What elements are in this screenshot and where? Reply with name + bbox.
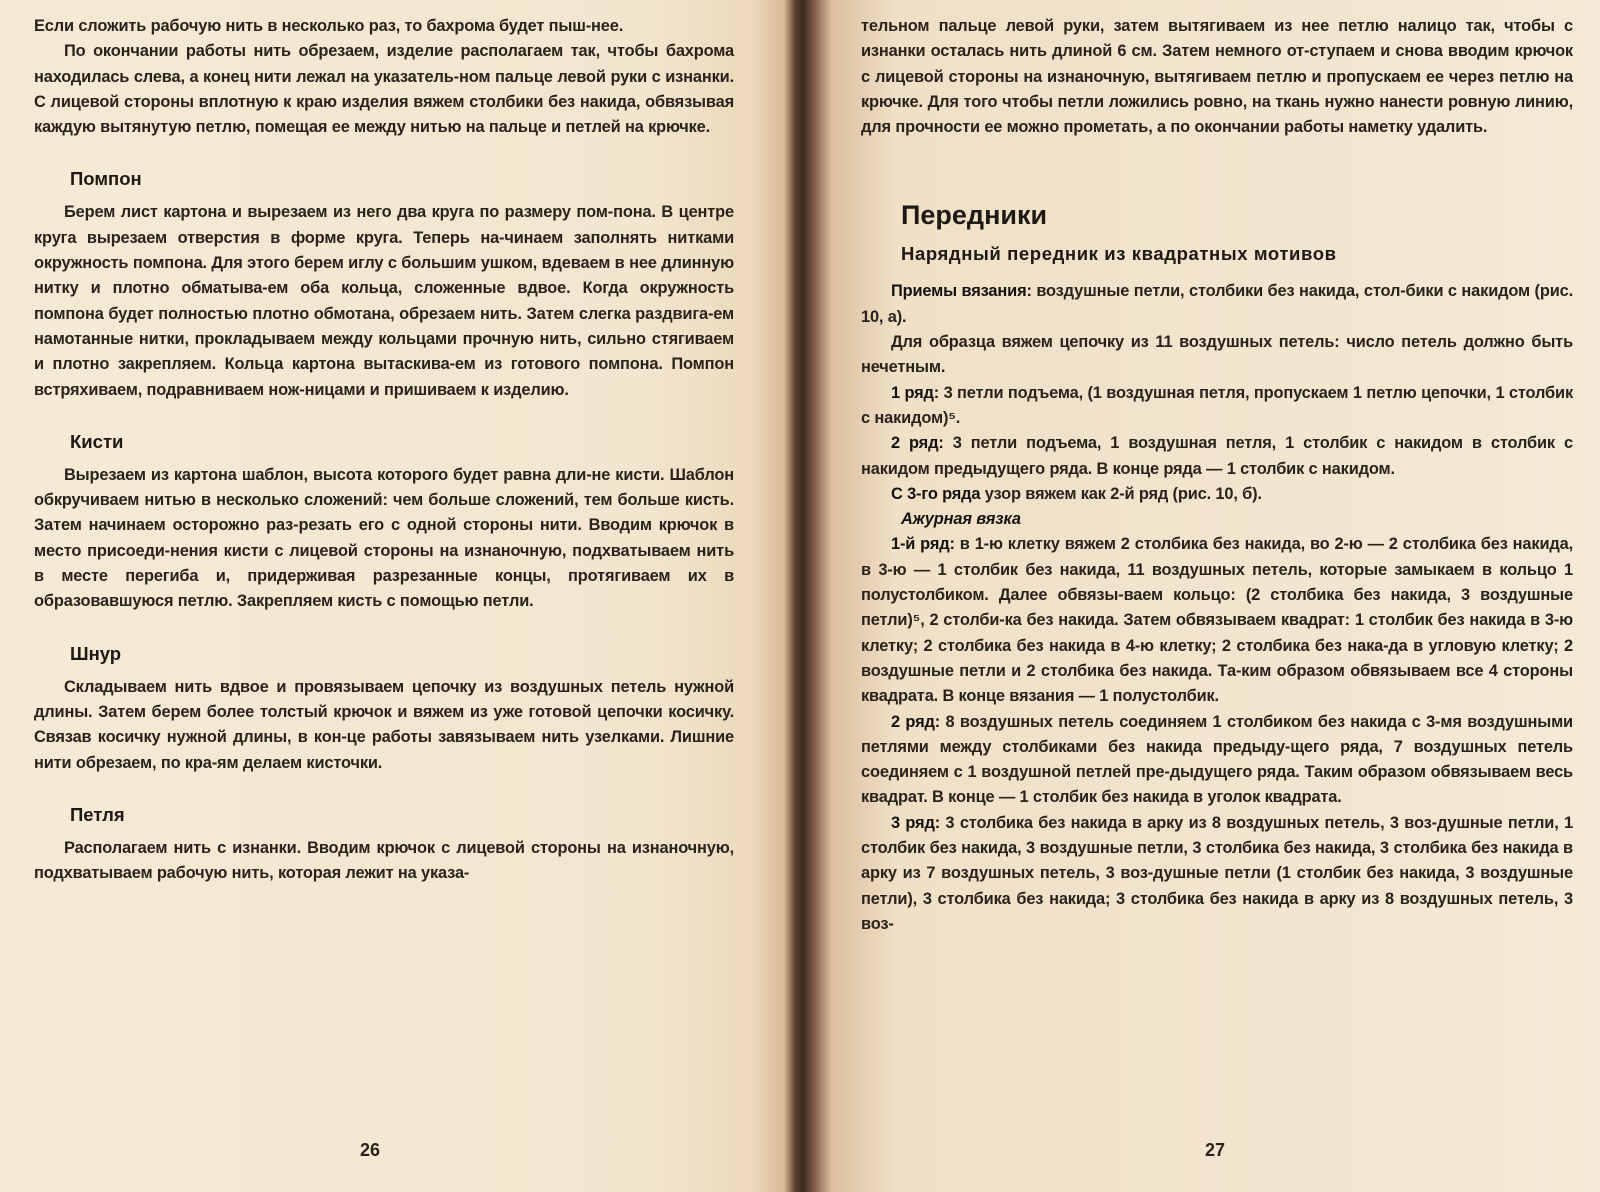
subheading-openwork: Ажурная вязка (901, 510, 1021, 529)
paragraph-text: 3 петли подъема, 1 воздушная петля, 1 столбик с накидом в столбик с накидом предыдущего ряда. В конце ряда — 1 столбик с накидом. (861, 434, 1573, 478)
paragraph (861, 431, 1573, 482)
paragraph: Складываем нить вдвое и провязываем цепочку из воздушных петель нужной длины. Затем берем более толстый крючок и вяжем из уже готовой цепочки косичку. Связав косичку нужной длины, в кон-це работы завязываем нить узелками. Лишние нити обрезаем, по кра-ям делаем кисточки. (34, 677, 734, 772)
paragraph (861, 482, 1573, 507)
page-number: 27 (1205, 1140, 1226, 1160)
paragraph: тельном пальце левой руки, затем вытягиваем из нее петлю налицо так, чтобы с изнанки осталась нить длиной 6 см. Затем немного от-ступаем и снова вводим крючок с лицевой стороны на изнаночную, вытягиваем петлю и пропускаем ее через петлю на крючке. Для того чтобы петли ложились ровно, на ткань нужно нанести ровную линию, для прочности ее можно прометать, а по окончании работы наметку удалить. (861, 17, 1573, 137)
paragraph (861, 279, 1573, 330)
paragraph-text: узор вяжем как 2-й ряд (рис. 10, б). (980, 484, 1262, 503)
paragraph (861, 710, 1573, 811)
paragraph: Располагаем нить с изнанки. Вводим крючок с лицевой стороны на изнаночную, подхватываем рабочую нить, которая лежит на указа- (34, 838, 734, 883)
paragraph: Вырезаем из картона шаблон, высота которого будет равна дли-не кисти. Шаблон обкручиваем нитью в несколько сложений: чем больше сложений, тем больше кисть. Затем начинаем осторожно раз-резать его с одной стороны нити. Вводим крючок в место присоеди-нения кисти с лицевой стороны на изнаночную, подхватываем нить в месте перегиба и, придерживая разрезанные концы, протягиваем их в образовавшуюся петлю. Закрепляем кисть с помощью петли. (34, 465, 734, 611)
paragraph: Если сложить рабочую нить в несколько раз, то бахрома будет пыш-нее. (34, 17, 624, 35)
section-heading-cord: Шнур (70, 642, 122, 664)
run-in-label: 1-й ряд: (891, 535, 955, 554)
paragraph: По окончании работы нить обрезаем, изделие располагаем так, чтобы бахрома находилась слева, а конец нити лежал на указатель-ном пальце левой руки с изнанки. С лицевой стороны вплотную к краю изделия вяжем столбики без накида, обвязывая каждую вытянутую петлю, помещая ее между нитью на пальце и петлей на крючке. (34, 42, 734, 137)
run-in-label: Приемы вязания: (891, 282, 1032, 301)
paragraph (861, 381, 1573, 432)
paragraph (861, 811, 1573, 937)
run-in-label: 3 ряд: (891, 813, 941, 832)
chapter-title: Передники (901, 200, 1048, 231)
paragraph (861, 507, 1573, 532)
run-in-label: С 3-го ряда (891, 484, 981, 503)
paragraph-text: 8 воздушных петель соединяем 1 столбиком без накида с 3-мя воздушными петлями между столбиками без накида предыду-щего ряда, 7 воздушных петель соединяем с 1 воздушной петлей пре-дыдущего ряда. Таким образом обвязываем весь квадрат. В конце — 1 столбик без накида в уголок квадрата. (861, 712, 1573, 807)
paragraph (861, 532, 1573, 709)
paragraph-text: 3 петли подъема, (1 воздушная петля, пропускаем 1 петлю цепочки, 1 столбик с накидом)⁵. (861, 383, 1573, 427)
section-heading-pompon: Помпон (70, 168, 142, 190)
run-in-label: 2 ряд: (891, 712, 941, 731)
run-in-label: 2 ряд: (891, 434, 944, 453)
run-in-label: 1 ряд: (891, 383, 940, 402)
left-page (0, 0, 790, 1192)
paragraph-text: 3 столбика без накида в арку из 8 воздушных петель, 3 воз-душные петли, 1 столбик без накида, 3 воздушные петли, 3 столбика без накида, 3 столбика без накида в арку из 7 воздушных петель, 3 воз-душные петли (1 столбик без накида, 3 воздушные петли), 3 столбика без накида; 3 столбика без накида в арку из 8 воздушных петель, 3 воз- (861, 813, 1573, 933)
paragraph-text: воздушные петли, столбики без накида, стол-бики с накидом (рис. 10, а). (861, 282, 1573, 326)
page-number: 26 (360, 1140, 381, 1160)
paragraph-text: в 1-ю клетку вяжем 2 столбика без накида, во 2-ю — 2 столбика без накида, в 3-ю — 1 столбик без накида, 11 воздушных петель, которые замыкаем в кольцо 1 полустолбиком. Далее обвязы-ваем кольцо: (2 столбика без накида, 3 воздушные петли)⁵, 2 столби-ка без накида. Затем обвязываем квадрат: 1 столбик без накида в 3-ю клетку; 2 столбика без накида в 4-ю клетку; 2 столбика без нака-да в угловую клетку; 2 воздушные петли и 2 столбика без накида. Та-ким образом обвязываем все 4 стороны квадрата. В конце вязания — 1 полустолбик. (861, 535, 1574, 706)
section-title: Нарядный передник из квадратных мотивов (901, 243, 1337, 265)
section-heading-tassels: Кисти (70, 430, 124, 452)
left-page-column (34, 14, 734, 886)
section-heading-loop: Петля (70, 803, 125, 825)
paragraph: Берем лист картона и вырезаем из него два круга по размеру пом-пона. В центре круга вырезаем отверстия в форме круга. Теперь на-чинаем заполнять нитками окружность помпона. Для этого берем иглу с большим ушком, вдеваем в нее длинную нитку и плотно обматыва-ем оба кольца, сложенные вдвое. Когда окружность помпона будет полностью плотно обмотана, обрезаем нить. Затем слегка раздвига-ем намотанные нитки, прокладываем между кольцами прочную нить, сильно стягиваем и плотно закрепляем. Кольца картона вытаскива-ем из готового помпона. Помпон встряхиваем, подравниваем нож-ницами и пришиваем к изделию. (34, 203, 734, 399)
right-page-column (861, 14, 1573, 937)
paragraph: Для образца вяжем цепочку из 11 воздушных петель: число петель должно быть нечетным. (861, 333, 1573, 377)
right-page (815, 0, 1600, 1192)
